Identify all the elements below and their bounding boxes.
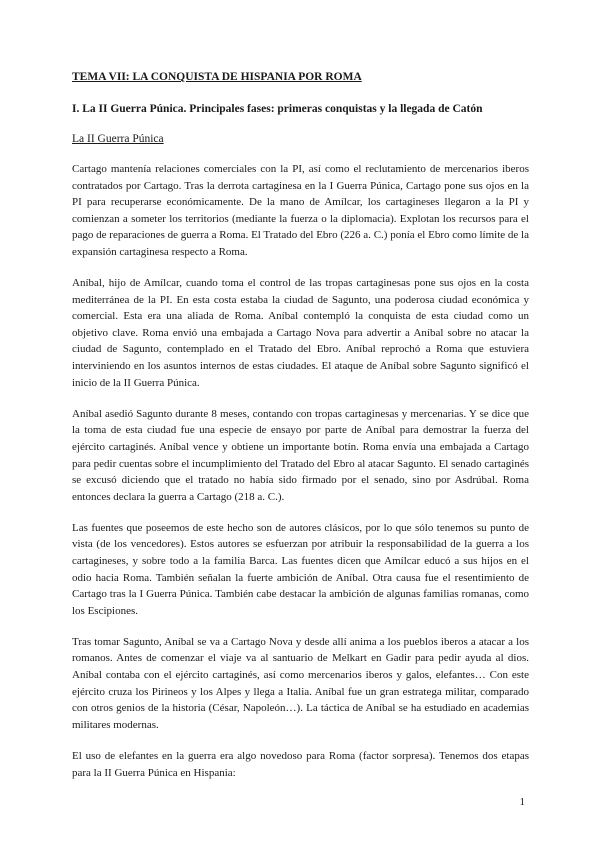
paragraph: Las fuentes que poseemos de este hecho son de autores clásicos, por lo que sólo tenemos su punto de vista (de los vencedores). Estos autores se esfuerzan por atribuir la responsabilidad de la guerra a los cartagineses, y sobre todo a la familia Barca. Las fuentes dicen que Amílcar educó a sus hijos en el odio hacia Roma. También señalan la fuerte ambición de Aníbal. Otra causa fue el resentimiento de Cartago tras la I Guerra Púnica. También cabe destacar la ambición de algunas familias romanas, como los Escipiones. [72, 521, 529, 617]
document-title: TEMA VII: LA CONQUISTA DE HISPANIA POR ROMA [72, 71, 362, 83]
subheading: La II Guerra Púnica [72, 133, 164, 145]
paragraph: Cartago mantenía relaciones comerciales con la PI, así como el reclutamiento de mercenarios iberos contratados por Cartago. Tras la derrota cartaginesa en la I Guerra Púnica, Cartago pone sus ojos en la PI para recuperarse económicamente. De la mano de Amílcar, los cartagineses llegaron a la PI y comienzan a someter los territorios (mediante la fuerza o la diplomacia). Explotan los recursos para el pago de reparaciones de guerra a Roma. El Tratado del Ebro (226 a. C.) ponía el Ebro como límite de la expansión cartaginesa respecto a Roma. [72, 163, 529, 258]
page-number: 1 [519, 796, 525, 808]
paragraph: Aníbal, hijo de Amílcar, cuando toma el control de las tropas cartaginesas pone sus ojos en la costa mediterránea de la PI. En esta costa estaba la ciudad de Sagunto, una poderosa ciudad económica y comercial. Esta era una aliada de Roma. Aníbal contempló la conquista de esta ciudad como un objetivo clave. Roma envió una embajada a Cartago Nova para advertir a Aníbal sobre no atacar la ciudad de Sagunto, contemplado en el Tratado del Ebro. Aníbal reprochó a Roma que estuviera interviniendo en los asuntos internos de estas ciudades. El ataque de Aníbal sobre Sagunto significó el inicio de la II Guerra Púnica. [72, 277, 529, 389]
section-heading: I. La II Guerra Púnica. Principales fases: primeras conquistas y la llegada de Catón [72, 103, 483, 115]
paragraph: El uso de elefantes en la guerra era algo novedoso para Roma (factor sorpresa). Tenemos dos etapas para la II Guerra Púnica en Hispania: [72, 749, 529, 779]
document-page [72, 70, 529, 796]
paragraph: Aníbal asedió Sagunto durante 8 meses, contando con tropas cartaginesas y mercenarias. Y se dice que la toma de esta ciudad fue una especie de ensayo por parte de Aníbal para demostrar la fuerza del ejército cartaginés. Aníbal vence y obtiene un importante botín. Roma envía una embajada a Cartago para pedir cuentas sobre el incumplimiento del Tratado del Ebro al atacar Sagunto. El senado cartaginés se excusó diciendo que el tratado no había sido firmado por el senado, sino por Asdrúbal. Roma entonces declara la guerra a Cartago (218 a. C.). [72, 407, 529, 503]
paragraph: Tras tomar Sagunto, Aníbal se va a Cartago Nova y desde allí anima a los pueblos iberos a atacar a los romanos. Antes de comenzar el viaje va al santuario de Melkart en Gadir para pedir ayuda al dios. Aníbal contaba con el ejército cartaginés, así como mercenarios iberos y galos, elefantes… Con este ejército cruza los Pirineos y los Alpes y llega a Italia. Aníbal fue un gran estratega militar, comparado con otros genios de la historia (César, Napoleón…). La táctica de Aníbal se ha estudiado en academias militares modernas. [72, 635, 529, 731]
